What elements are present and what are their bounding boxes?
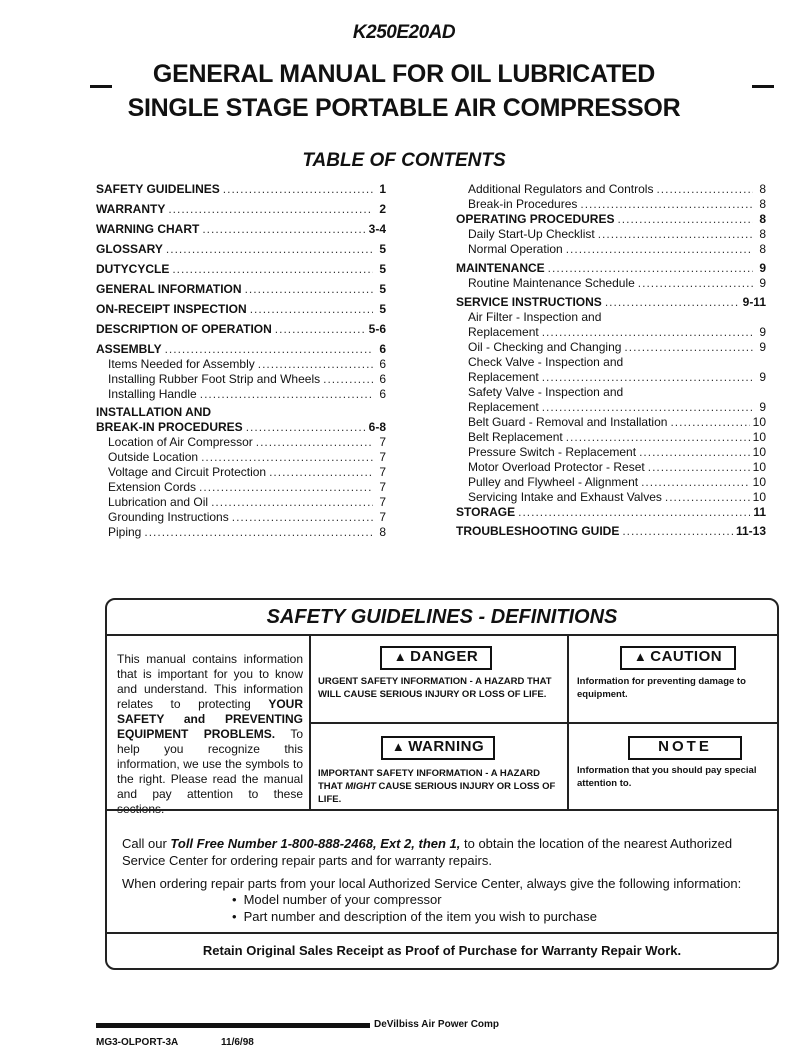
toc-leader-dots xyxy=(598,227,753,242)
toc-entry xyxy=(96,357,386,372)
toc-leader-dots xyxy=(256,435,373,450)
toc-entry xyxy=(96,480,386,495)
toc-entry xyxy=(96,342,386,357)
toc-entry xyxy=(456,182,766,197)
toc-entry-title: BREAK-IN PROCEDURES xyxy=(96,420,243,434)
footer-rule xyxy=(96,1023,370,1028)
toc-entry xyxy=(96,387,386,402)
toc-entry xyxy=(456,355,766,370)
retain-receipt-notice: Retain Original Sales Receipt as Proof of Purchase for Warranty Repair Work. xyxy=(202,943,682,958)
toc-leader-dots xyxy=(323,372,373,387)
toc-entry xyxy=(456,276,766,291)
toc-entry xyxy=(456,310,766,325)
toc-entry-title: Belt Guard - Removal and Installation xyxy=(468,415,668,429)
toc-leader-dots xyxy=(202,222,365,237)
toc-leader-dots xyxy=(670,415,749,430)
toc-leader-dots xyxy=(166,242,373,257)
toc-entry-page: 8 xyxy=(759,197,766,211)
toc-leader-dots xyxy=(656,182,753,197)
toc-leader-dots xyxy=(201,450,373,465)
toc-entry xyxy=(96,202,386,217)
toc-entry-page: 10 xyxy=(752,460,766,474)
toc-entry-title: Motor Overload Protector - Reset xyxy=(468,460,645,474)
toc-entry-title: Items Needed for Assembly xyxy=(108,357,255,371)
toc-entry xyxy=(456,445,766,460)
toc-leader-dots xyxy=(542,370,753,385)
toc-leader-dots xyxy=(199,480,373,495)
toc-entry-page: 5 xyxy=(379,262,386,276)
toc-entry xyxy=(96,420,386,435)
toc-entry xyxy=(96,282,386,297)
toc-entry-page: 9 xyxy=(759,261,766,275)
danger-definition: URGENT SAFETY INFORMATION - A HAZARD THAT WILL CAUSE SERIOUS INJURY OR LOSS OF LIFE. xyxy=(318,676,552,700)
toc-entry-title: Installing Handle xyxy=(108,387,197,401)
toc-entry xyxy=(96,372,386,387)
safety-heading: SAFETY GUIDELINES - DEFINITIONS xyxy=(107,600,777,636)
toc-leader-dots xyxy=(548,261,753,276)
toc-entry-title: Pulley and Flywheel - Alignment xyxy=(468,475,639,489)
toc-entry-page: 1 xyxy=(379,182,386,196)
toc-entry-page: 6 xyxy=(379,342,386,356)
warning-definition: IMPORTANT SAFETY INFORMATION - A HAZARD THAT MIGHT CAUSE SERIOUS INJURY OR LOSS OF LIFE. xyxy=(318,768,556,805)
toc-entry-page: 10 xyxy=(752,490,766,504)
toc-entry-title: ON-RECEIPT INSPECTION xyxy=(96,302,247,316)
toc-leader-dots xyxy=(258,357,373,372)
toc-entry-title: DESCRIPTION OF OPERATION xyxy=(96,322,272,336)
toc-entry-title: WARNING CHART xyxy=(96,222,200,236)
toc-entry xyxy=(96,450,386,465)
toc-leader-dots xyxy=(200,387,373,402)
caution-definition: Information for preventing damage to equipment. xyxy=(577,676,746,700)
toc-entry xyxy=(456,460,766,475)
toc-left-column xyxy=(96,182,386,540)
toc-leader-dots xyxy=(232,510,373,525)
toc-entry-title: Additional Regulators and Controls xyxy=(468,182,654,196)
toc-entry-page: 7 xyxy=(379,465,386,479)
toc-entry-page: 10 xyxy=(752,445,766,459)
toc-leader-dots xyxy=(566,430,750,445)
toc-entry-page: 10 xyxy=(752,475,766,489)
toc-entry-page: 5 xyxy=(379,242,386,256)
toc-entry-title: SAFETY GUIDELINES xyxy=(96,182,220,196)
toc-entry-page: 8 xyxy=(759,242,766,256)
toc-leader-dots xyxy=(617,212,753,227)
toc-entry-title: Installing Rubber Foot Strip and Wheels xyxy=(108,372,321,386)
toc-leader-dots xyxy=(246,420,366,435)
manual-title-line2: SINGLE STAGE PORTABLE AIR COMPRESSOR xyxy=(127,94,681,122)
toc-entry-title: Location of Air Compressor xyxy=(108,435,253,449)
toc-leader-dots xyxy=(639,445,750,460)
toc-entry-title: GENERAL INFORMATION xyxy=(96,282,242,296)
toc-entry xyxy=(96,222,386,237)
toc-entry-title: Normal Operation xyxy=(468,242,563,256)
ordering-bullets xyxy=(232,891,752,925)
toc-entry-page: 6 xyxy=(379,357,386,371)
toc-entry xyxy=(456,475,766,490)
toc-title: TABLE OF CONTENTS xyxy=(302,150,506,171)
toc-leader-dots xyxy=(665,490,750,505)
toc-entry-title: TROUBLESHOOTING GUIDE xyxy=(456,524,620,538)
toc-leader-dots xyxy=(638,276,753,291)
danger-symbol: ▲ DANGER xyxy=(380,646,492,670)
toc-entry-title: GLOSSARY xyxy=(96,242,163,256)
toc-leader-dots xyxy=(518,505,750,520)
toc-leader-dots xyxy=(250,302,373,317)
toll-free-info: Call our Toll Free Number 1-800-888-2468, Ext 2, then 1, to obtain the location of the nearest Authorized Service Center for ordering repair parts and for warranty repairs. xyxy=(122,836,733,868)
toc-entry-page: 9 xyxy=(759,276,766,290)
toc-entry-page: 5 xyxy=(379,302,386,316)
toc-entry-page: 7 xyxy=(379,480,386,494)
toc-leader-dots xyxy=(580,197,753,212)
toc-leader-dots xyxy=(269,465,373,480)
toc-entry xyxy=(456,505,766,520)
toc-entry-title: SERVICE INSTRUCTIONS xyxy=(456,295,602,309)
toc-entry-page: 6 xyxy=(379,372,386,386)
toc-entry-page: 10 xyxy=(752,430,766,444)
toc-entry-title: Grounding Instructions xyxy=(108,510,229,524)
toc-leader-dots xyxy=(566,242,753,257)
toc-entry xyxy=(456,415,766,430)
toc-entry xyxy=(96,525,386,540)
toc-entry-title: OPERATING PROCEDURES xyxy=(456,212,615,226)
toc-entry-title: Voltage and Circuit Protection xyxy=(108,465,267,479)
toc-entry xyxy=(456,340,766,355)
toc-leader-dots xyxy=(223,182,373,197)
toc-leader-dots xyxy=(542,400,753,415)
toc-leader-dots xyxy=(245,282,373,297)
toc-entry-title: Extension Cords xyxy=(108,480,197,494)
toc-leader-dots xyxy=(622,524,733,539)
toc-entry xyxy=(96,242,386,257)
toc-entry xyxy=(456,295,766,310)
toc-entry-page: 8 xyxy=(759,227,766,241)
toc-entry-page: 7 xyxy=(379,510,386,524)
warning-triangle-icon: ▲ xyxy=(391,739,406,754)
toc-entry-title: Lubrication and Oil xyxy=(108,495,209,509)
toc-entry xyxy=(456,242,766,257)
toc-entry-page: 3-4 xyxy=(368,222,386,236)
toc-entry xyxy=(96,182,386,197)
toc-entry-page: 7 xyxy=(379,450,386,464)
list-item: • Model number of your compressor xyxy=(232,891,752,908)
toc-entry-page: 7 xyxy=(379,435,386,449)
toc-entry xyxy=(96,510,386,525)
divider xyxy=(107,932,777,934)
toc-entry-page: 8 xyxy=(759,212,766,226)
toc-entry-title: Belt Replacement xyxy=(468,430,563,444)
toc-entry xyxy=(456,212,766,227)
toc-entry-title: Break-in Procedures xyxy=(468,197,578,211)
model-number: K250E20AD xyxy=(352,22,456,43)
toc-entry-page: 10 xyxy=(752,415,766,429)
toc-entry xyxy=(456,197,766,212)
toc-entry-title: Safety Valve - Inspection and xyxy=(468,385,624,399)
toc-entry-page: 6 xyxy=(379,387,386,401)
toc-leader-dots xyxy=(624,340,753,355)
toc-entry-title: Daily Start-Up Checklist xyxy=(468,227,595,241)
toc-entry-title: Replacement xyxy=(468,370,539,384)
toc-entry-page: 7 xyxy=(379,495,386,509)
toc-entry-page: 2 xyxy=(379,202,386,216)
toc-entry-title: Routine Maintenance Schedule xyxy=(468,276,635,290)
toc-leader-dots xyxy=(172,262,373,277)
toc-entry-page: 9 xyxy=(759,400,766,414)
caution-symbol: ▲ CAUTION xyxy=(620,646,736,670)
toc-entry-page: 9 xyxy=(759,340,766,354)
manual-title-line1: GENERAL MANUAL FOR OIL LUBRICATED xyxy=(152,60,656,88)
toc-leader-dots xyxy=(144,525,373,540)
toc-entry xyxy=(96,495,386,510)
warning-triangle-icon: ▲ xyxy=(393,649,408,664)
toc-entry-title: Replacement xyxy=(468,325,539,339)
toc-entry-title: WARRANTY xyxy=(96,202,166,216)
toc-leader-dots xyxy=(641,475,750,490)
toc-entry-title: Outside Location xyxy=(108,450,199,464)
note-definition: Information that you should pay special attention to. xyxy=(577,765,757,789)
toc-entry xyxy=(456,385,766,400)
footer-document-code: MG3-OLPORT-3A xyxy=(96,1037,179,1048)
list-item: • Part number and description of the item you wish to purchase xyxy=(232,908,752,925)
toc-leader-dots xyxy=(648,460,750,475)
toc-entry xyxy=(96,302,386,317)
toc-leader-dots xyxy=(168,202,373,217)
toc-entry-title: Air Filter - Inspection and xyxy=(468,310,602,324)
toc-entry xyxy=(456,261,766,276)
toc-entry-page: 11-13 xyxy=(735,524,766,538)
warning-symbol: ▲ WARNING xyxy=(381,736,495,760)
footer-date: 11/6/98 xyxy=(221,1037,254,1048)
divider xyxy=(309,722,779,724)
toc-right-column xyxy=(456,182,766,539)
toc-entry-page: 8 xyxy=(759,182,766,196)
toc-entry-title: INSTALLATION AND xyxy=(96,405,212,419)
toc-entry-page: 9 xyxy=(759,325,766,339)
toc-entry xyxy=(96,262,386,277)
note-symbol: NOTE xyxy=(628,736,742,760)
toc-entry-page: 8 xyxy=(379,525,386,539)
toc-leader-dots xyxy=(275,322,366,337)
toc-entry xyxy=(456,524,766,539)
toc-leader-dots xyxy=(605,295,740,310)
toc-entry xyxy=(456,490,766,505)
warning-triangle-icon: ▲ xyxy=(633,649,648,664)
toc-entry-title: Check Valve - Inspection and xyxy=(468,355,624,369)
toc-leader-dots xyxy=(211,495,373,510)
toc-entry-title: STORAGE xyxy=(456,505,516,519)
toc-entry-title: Pressure Switch - Replacement xyxy=(468,445,637,459)
ordering-info: When ordering repair parts from your local Authorized Service Center, always give the following information: xyxy=(122,876,742,891)
toc-entry-title: Replacement xyxy=(468,400,539,414)
toc-entry-page: 6-8 xyxy=(368,420,386,434)
toc-entry xyxy=(96,465,386,480)
toc-entry-title: ASSEMBLY xyxy=(96,342,162,356)
divider xyxy=(107,809,777,811)
toc-entry xyxy=(456,227,766,242)
toc-entry-title: Oil - Checking and Changing xyxy=(468,340,622,354)
toc-entry xyxy=(456,325,766,340)
toc-entry-title: Piping xyxy=(108,525,142,539)
toc-entry xyxy=(456,400,766,415)
toc-entry xyxy=(96,322,386,337)
safety-intro-text: This manual contains information that is important for you to know and understand. This information relates to protecting YOUR SAFETY and PREVENTING EQUIPMENT PROBLEMS. To help you recognize this information, we use the symbols to the right. Please read the manual and pay attention to these xyxy=(117,652,303,801)
toc-entry-page: 9-11 xyxy=(742,295,766,309)
toc-leader-dots xyxy=(542,325,753,340)
toc-leader-dots xyxy=(165,342,373,357)
toc-entry xyxy=(96,435,386,450)
toc-entry-page: 5 xyxy=(379,282,386,296)
toc-entry-page: 5-6 xyxy=(368,322,386,336)
toc-entry-page: 9 xyxy=(759,370,766,384)
toc-entry-title: DUTYCYCLE xyxy=(96,262,170,276)
toc-entry xyxy=(456,370,766,385)
toc-entry-title: MAINTENANCE xyxy=(456,261,545,275)
toc-entry xyxy=(96,405,386,420)
toc-entry-page: 11 xyxy=(753,505,766,519)
toc-entry-title: Servicing Intake and Exhaust Valves xyxy=(468,490,662,504)
footer-company: DeVilbiss Air Power Comp xyxy=(374,1019,500,1030)
toc-entry xyxy=(456,430,766,445)
